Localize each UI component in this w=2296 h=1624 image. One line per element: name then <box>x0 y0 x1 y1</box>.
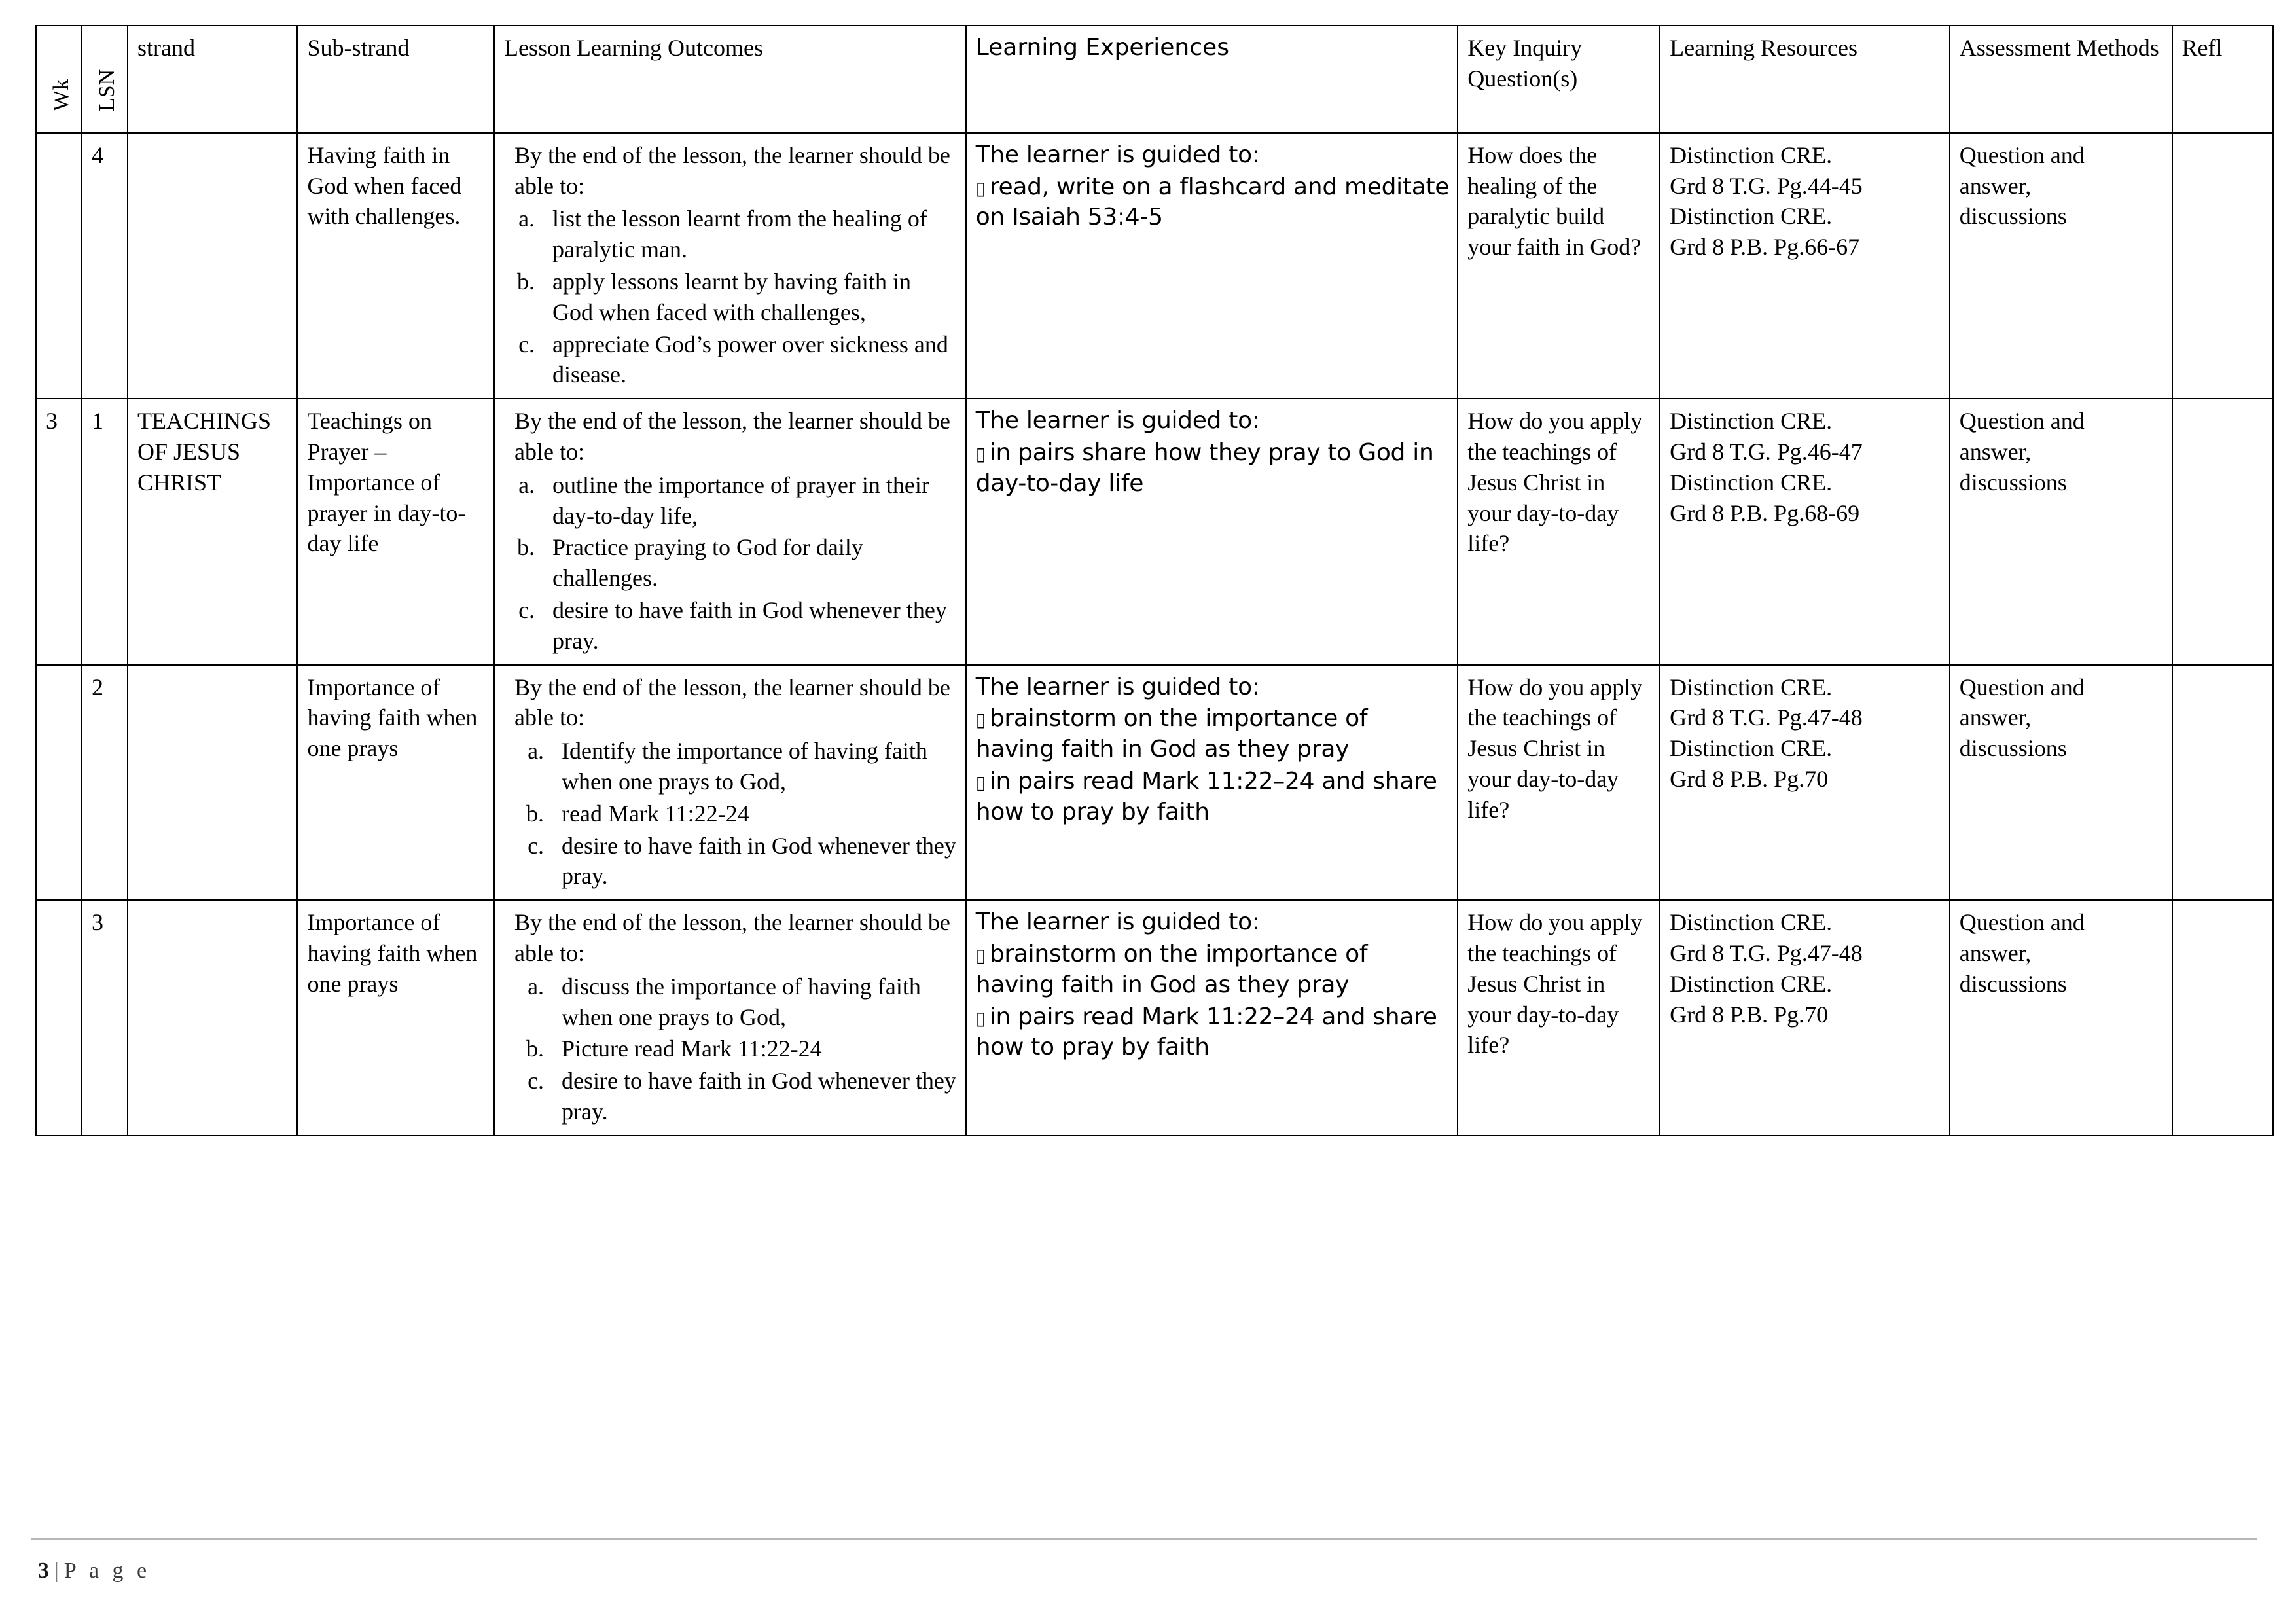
assessment-line: answer, <box>1959 939 2032 966</box>
table-row <box>36 900 2273 1136</box>
header-cell-learning-resources: Learning Resources <box>1660 26 1950 133</box>
resource-line: Grd 8 T.G. Pg.44-45 <box>1670 172 1863 199</box>
header-cell-reflection: Refl <box>2172 26 2273 133</box>
resource-line: Grd 8 T.G. Pg.46-47 <box>1670 438 1863 465</box>
resource-line: Distinction CRE. <box>1670 674 1833 700</box>
cell-sub-strand: Having faith in God when faced with challenges. <box>297 133 494 399</box>
cell-reflection <box>2172 665 2273 901</box>
cell-learning-outcomes <box>494 665 966 901</box>
header-cell-strand: strand <box>128 26 297 133</box>
resource-line: Grd 8 T.G. Pg.47-48 <box>1670 704 1863 731</box>
header-label-lsn: LSN <box>95 69 119 111</box>
cell-week <box>36 900 82 1136</box>
cell-week <box>36 665 82 901</box>
cell-learning-resources <box>1660 665 1950 901</box>
experience-item: ▯ brainstorm on the importance of having faith in God as they pray <box>976 939 1450 1001</box>
cell-lesson-number: 3 <box>82 900 128 1136</box>
assessment-line: Question and <box>1959 909 2085 936</box>
experience-item: ▯ read, write on a flashcard and meditate on Isaiah 53:4-5 <box>976 172 1450 234</box>
resource-line: Grd 8 P.B. Pg.68-69 <box>1670 499 1860 526</box>
outcome-item: a. Identify the importance of having faith when one prays to God, <box>550 736 958 797</box>
outcome-item: c. desire to have faith in God whenever they pray. <box>541 595 958 657</box>
cell-strand <box>128 133 297 399</box>
experience-item: ▯ in pairs read Mark 11:22–24 and share how to pray by faith <box>976 767 1450 828</box>
cell-learning-resources <box>1660 900 1950 1136</box>
outcome-item: c. appreciate God’s power over sickness and disease. <box>541 329 958 391</box>
table-row <box>36 133 2273 399</box>
cell-assessment-methods <box>1950 133 2172 399</box>
experience-item: ▯ in pairs share how they pray to God in day-to-day life <box>976 438 1450 499</box>
cell-assessment-methods <box>1950 399 2172 664</box>
experience-item: ▯ in pairs read Mark 11:22–24 and share how to pray by faith <box>976 1002 1450 1064</box>
header-cell-learning-outcomes: Lesson Learning Outcomes <box>494 26 966 133</box>
cell-learning-resources <box>1660 133 1950 399</box>
cell-reflection <box>2172 399 2273 664</box>
cell-strand <box>128 665 297 901</box>
table-row <box>36 665 2273 901</box>
cell-reflection <box>2172 133 2273 399</box>
outcomes-lead: By the end of the lesson, the learner should be able to: <box>514 674 950 731</box>
assessment-line: discussions <box>1959 469 2067 496</box>
outcomes-lead: By the end of the lesson, the learner should be able to: <box>514 141 950 199</box>
assessment-line: answer, <box>1959 172 2032 199</box>
assessment-line: answer, <box>1959 704 2032 731</box>
scheme-of-work-table <box>35 25 2274 1136</box>
cell-sub-strand: Importance of having faith when one prays <box>297 900 494 1136</box>
cell-learning-experiences <box>966 133 1458 399</box>
resource-line: Distinction CRE. <box>1670 141 1833 168</box>
cell-strand: TEACHINGS OF JESUS CHRIST <box>128 399 297 664</box>
header-cell-sub-strand: Sub-strand <box>297 26 494 133</box>
assessment-line: discussions <box>1959 970 2067 997</box>
header-label-wk: Wk <box>49 79 73 111</box>
resource-line: Grd 8 P.B. Pg.66-67 <box>1670 234 1860 261</box>
cell-lesson-number: 2 <box>82 665 128 901</box>
resource-line: Grd 8 T.G. Pg.47-48 <box>1670 939 1863 966</box>
cell-week <box>36 133 82 399</box>
outcomes-list <box>504 736 958 892</box>
cell-week: 3 <box>36 399 82 664</box>
header-cell-assessment-methods: Assessment Methods <box>1950 26 2172 133</box>
cell-learning-outcomes <box>494 399 966 664</box>
cell-learning-outcomes <box>494 133 966 399</box>
outcomes-list <box>504 470 958 657</box>
assessment-line: Question and <box>1959 674 2085 700</box>
cell-learning-outcomes <box>494 900 966 1136</box>
table-header-row <box>36 26 2273 133</box>
resource-line: Grd 8 P.B. Pg.70 <box>1670 1001 1829 1028</box>
cell-learning-experiences <box>966 665 1458 901</box>
outcome-item: a. outline the importance of prayer in their day-to-day life, <box>541 470 958 532</box>
outcomes-lead: By the end of the lesson, the learner should be able to: <box>514 909 950 966</box>
cell-lesson-number: 4 <box>82 133 128 399</box>
resource-line: Distinction CRE. <box>1670 970 1833 997</box>
assessment-line: discussions <box>1959 735 2067 762</box>
experiences-lead: The learner is guided to: <box>975 909 1260 936</box>
outcomes-lead: By the end of the lesson, the learner should be able to: <box>514 408 950 465</box>
outcome-item: b. Practice praying to God for daily challenges. <box>541 532 958 594</box>
resource-line: Distinction CRE. <box>1670 469 1833 496</box>
assessment-line: Question and <box>1959 141 2085 168</box>
footer-page-number: 3 <box>38 1559 49 1583</box>
outcomes-list <box>504 204 958 390</box>
resource-line: Distinction CRE. <box>1670 909 1833 936</box>
outcome-item: b. read Mark 11:22-24 <box>550 799 958 829</box>
cell-assessment-methods <box>1950 900 2172 1136</box>
cell-key-inquiry-question: How does the healing of the paralytic build your faith in God? <box>1458 133 1660 399</box>
table-row <box>36 399 2273 664</box>
resource-line: Distinction CRE. <box>1670 735 1833 762</box>
outcome-item: c. desire to have faith in God whenever they pray. <box>550 831 958 892</box>
assessment-line: discussions <box>1959 203 2067 230</box>
header-cell-learning-experiences: Learning Experiences <box>966 26 1458 133</box>
outcome-item: c. desire to have faith in God whenever they pray. <box>550 1066 958 1127</box>
cell-key-inquiry-question: How do you apply the teachings of Jesus Christ in your day-to-day life? <box>1458 665 1660 901</box>
footer-separator: | <box>54 1559 59 1583</box>
footer-page-label: P a g e <box>63 1559 151 1583</box>
page-footer <box>38 1559 151 1583</box>
assessment-line: answer, <box>1959 438 2032 465</box>
experiences-lead: The learner is guided to: <box>975 673 1260 700</box>
outcome-item: b. apply lessons learnt by having faith in God when faced with challenges, <box>541 266 958 328</box>
cell-learning-resources <box>1660 399 1950 664</box>
footer-divider <box>31 1538 2257 1540</box>
cell-key-inquiry-question: How do you apply the teachings of Jesus Christ in your day-to-day life? <box>1458 399 1660 664</box>
experiences-lead: The learner is guided to: <box>975 407 1260 435</box>
header-cell-lsn <box>82 26 128 133</box>
resource-line: Distinction CRE. <box>1670 408 1833 435</box>
cell-lesson-number: 1 <box>82 399 128 664</box>
resource-line: Grd 8 P.B. Pg.70 <box>1670 765 1829 792</box>
cell-learning-experiences <box>966 399 1458 664</box>
header-cell-key-inquiry-question: Key Inquiry Question(s) <box>1458 26 1660 133</box>
outcome-item: a. list the lesson learnt from the healing of paralytic man. <box>541 204 958 265</box>
cell-sub-strand: Teachings on Prayer – Importance of prayer in day-to-day life <box>297 399 494 664</box>
outcomes-list <box>504 971 958 1127</box>
header-cell-wk <box>36 26 82 133</box>
cell-learning-experiences <box>966 900 1458 1136</box>
experience-item: ▯ brainstorm on the importance of having faith in God as they pray <box>976 704 1450 765</box>
cell-key-inquiry-question: How do you apply the teachings of Jesus Christ in your day-to-day life? <box>1458 900 1660 1136</box>
experiences-lead: The learner is guided to: <box>975 141 1260 168</box>
resource-line: Distinction CRE. <box>1670 203 1833 230</box>
cell-strand <box>128 900 297 1136</box>
cell-reflection <box>2172 900 2273 1136</box>
outcome-item: b. Picture read Mark 11:22-24 <box>550 1034 958 1064</box>
outcome-item: a. discuss the importance of having faith when one prays to God, <box>550 971 958 1033</box>
cell-assessment-methods <box>1950 665 2172 901</box>
cell-sub-strand: Importance of having faith when one prays <box>297 665 494 901</box>
assessment-line: Question and <box>1959 408 2085 435</box>
